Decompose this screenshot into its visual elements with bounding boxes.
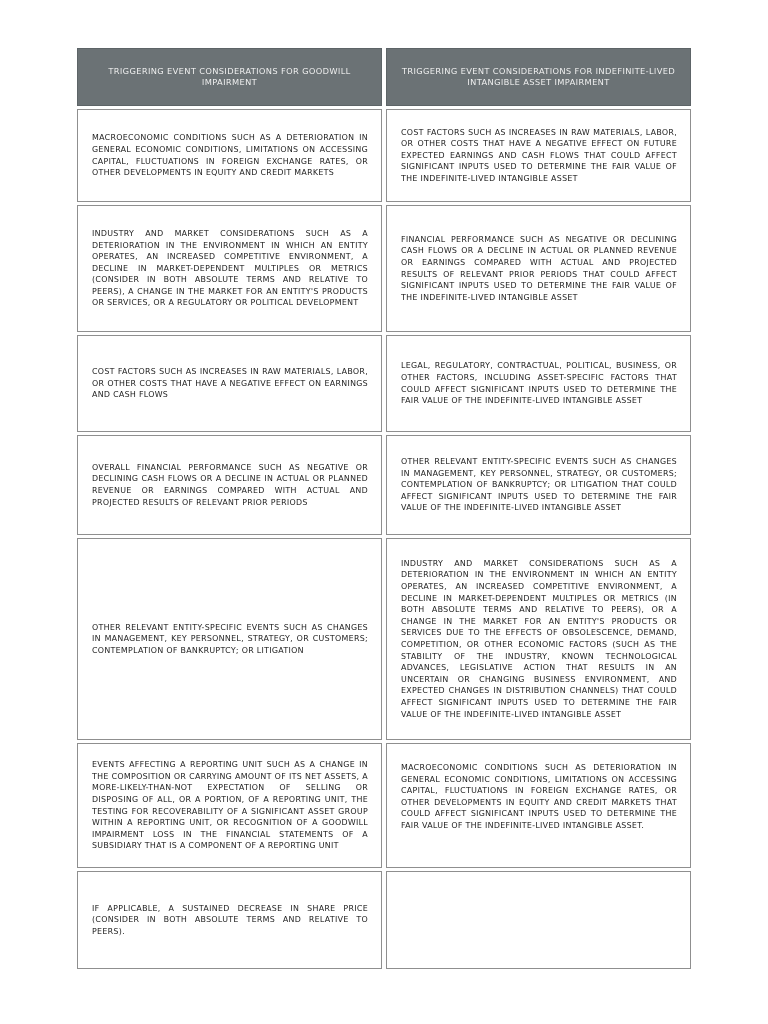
goodwill-cell (77, 335, 382, 432)
header-intangible-text: TRIGGERING EVENT CONSIDERATIONS FOR INDEFINITE-LIVED INTANGIBLE ASSET IMPAIRMENT (401, 65, 676, 87)
goodwill-cell-text: OVERALL FINANCIAL PERFORMANCE SUCH AS NEGATIVE OR DECLINING CASH FLOWS OR A DECLINE IN ACTUAL OR PLANNED REVENUE OR EARNINGS COMPARED WITH ACTUAL AND PROJECTED RESULTS OF RELEVANT PRIOR PERIODS (92, 462, 368, 507)
intangible-cell-text: COST FACTORS SUCH AS INCREASES IN RAW MATERIALS, LABOR, OR OTHER COSTS THAT HAVE A NEGATIVE EFFECT ON FUTURE EXPECTED EARNINGS AND CASH FLOWS THAT COULD AFFECT SIGNIFICANT INPUTS USED TO DETERMINE THE FAIR VALUE OF THE INDEFINITE-LIVED INTANGIBLE ASSET (401, 127, 677, 183)
intangible-cell-text: LEGAL, REGULATORY, CONTRACTUAL, POLITICAL, BUSINESS, OR OTHER FACTORS, INCLUDING ASSET-SPECIFIC FACTORS THAT COULD AFFECT SIGNIFICANT INPUTS USED TO DETERMINE THE FAIR VALUE OF THE INDEFINITE-LIVED INTANGIBLE ASSET (401, 361, 677, 406)
table-row (77, 435, 691, 535)
goodwill-cell (77, 871, 382, 969)
goodwill-cell-text: IF APPLICABLE, A SUSTAINED DECREASE IN SHARE PRICE (CONSIDER IN BOTH ABSOLUTE TERMS AND RELATIVE TO PEERS). (92, 903, 368, 936)
intangible-cell-text: MACROECONOMIC CONDITIONS SUCH AS DETERIORATION IN GENERAL ECONOMIC CONDITIONS, LIMITATIONS ON ACCESSING CAPITAL, FLUCTUATIONS IN FOREIGN EXCHANGE RATES, OR OTHER DEVELOPMENTS IN EQUITY AND CREDIT MARKETS THAT COULD AFFECT SIGNIFICANT INPUTS USED TO DETERMINE THE FAIR VALUE OF THE INDEFINITE-LIVED INTANGIBLE ASSET. (401, 763, 677, 830)
goodwill-cell-text: OTHER RELEVANT ENTITY-SPECIFIC EVENTS SUCH AS CHANGES IN MANAGEMENT, KEY PERSONNEL, STRATEGY, OR CUSTOMERS; CONTEMPLATION OF BANKRUPTCY; OR LITIGATION (92, 622, 368, 655)
header-goodwill-text: TRIGGERING EVENT CONSIDERATIONS FOR GOODWILL IMPAIRMENT (108, 65, 351, 87)
goodwill-cell (77, 435, 382, 535)
table-row (77, 335, 691, 432)
intangible-cell (386, 435, 691, 535)
intangible-cell (386, 335, 691, 432)
header-goodwill (77, 48, 382, 106)
table-row (77, 871, 691, 969)
goodwill-cell (77, 743, 382, 868)
table-header-row (77, 48, 691, 106)
intangible-cell (386, 109, 691, 202)
goodwill-cell (77, 109, 382, 202)
table-row (77, 743, 691, 868)
table-row (77, 538, 691, 740)
goodwill-cell-text: INDUSTRY AND MARKET CONSIDERATIONS SUCH AS A DETERIORATION IN THE ENVIRONMENT IN WHICH AN ENTITY OPERATES, AN INCREASED COMPETITIVE ENVIRONMENT, A DECLINE IN MARKET-DEPENDENT MULTIPLES OR METRICS (CONSIDER IN BOTH ABSOLUTE TERMS AND RELATIVE TO PEERS), A CHANGE IN THE MARKET FOR AN ENTITY'S PRODUCTS OR SERVICES, OR A REGULATORY OR POLITICAL DEVELOPMENT (92, 228, 368, 308)
intangible-cell-empty (386, 871, 691, 969)
intangible-cell (386, 743, 691, 868)
table-row (77, 205, 691, 332)
impairment-considerations-table (77, 48, 691, 972)
goodwill-cell-text: MACROECONOMIC CONDITIONS SUCH AS A DETERIORATION IN GENERAL ECONOMIC CONDITIONS, LIMITATIONS ON ACCESSING CAPITAL, FLUCTUATIONS IN FOREIGN EXCHANGE RATES, OR OTHER DEVELOPMENTS IN EQUITY AND CREDIT MARKETS (92, 133, 368, 178)
intangible-cell (386, 205, 691, 332)
intangible-cell (386, 538, 691, 740)
goodwill-cell-text: EVENTS AFFECTING A REPORTING UNIT SUCH AS A CHANGE IN THE COMPOSITION OR CARRYING AMOUNT OF ITS NET ASSETS, A MORE-LIKELY-THAN-NOT EXPECTATION OF SELLING OR DISPOSING OF ALL, OR A PORTION, OF A REPORTING UNIT, THE TESTING FOR RECOVERABILITY OF A SIGNIFICANT ASSET GROUP WITHIN A REPORTING UNIT, OR RECOGNITION OF A GOODWILL IMPAIRMENT LOSS IN THE FINANCIAL STATEMENTS OF A SUBSIDIARY THAT IS A COMPONENT OF A REPORTING UNIT (92, 760, 368, 851)
goodwill-cell-text: COST FACTORS SUCH AS INCREASES IN RAW MATERIALS, LABOR, OR OTHER COSTS THAT HAVE A NEGATIVE EFFECT ON EARNINGS AND CASH FLOWS (92, 367, 368, 400)
intangible-cell-text: OTHER RELEVANT ENTITY-SPECIFIC EVENTS SUCH AS CHANGES IN MANAGEMENT, KEY PERSONNEL, STRATEGY, OR CUSTOMERS; CONTEMPLATION OF BANKRUPTCY; OR LITIGATION THAT COULD AFFECT SIGNIFICANT INPUTS USED TO DETERMINE THE FAIR VALUE OF THE INDEFINITE-LIVED INTANGIBLE ASSET (401, 457, 677, 513)
table-row (77, 109, 691, 202)
intangible-cell-text: FINANCIAL PERFORMANCE SUCH AS NEGATIVE OR DECLINING CASH FLOWS OR A DECLINE IN ACTUAL OR PLANNED REVENUE OR EARNINGS COMPARED WITH ACTUAL AND PROJECTED RESULTS OF RELEVANT PRIOR PERIODS THAT COULD AFFECT SIGNIFICANT INPUTS USED TO DETERMINE THE FAIR VALUE OF THE INDEFINITE-LIVED INTANGIBLE ASSET (401, 234, 677, 302)
goodwill-cell (77, 205, 382, 332)
intangible-cell-text: INDUSTRY AND MARKET CONSIDERATIONS SUCH AS A DETERIORATION IN THE ENVIRONMENT IN WHICH AN ENTITY OPERATES, AN INCREASED COMPETITIVE ENVIRONMENT, A DECLINE IN MARKET-DEPENDENT MULTIPLES OR METRICS (IN BOTH ABSOLUTE TERMS AND RELATIVE TO PEERS), OR A CHANGE IN THE MARKET FOR AN ENTITY'S PRODUCTS OR SERVICES DUE TO THE EFFECTS OF OBSOLESCENCE, DEMAND, COMPETITION, OR OTHER ECONOMIC FACTORS (SUCH AS THE STABILITY OF THE INDUSTRY, KNOWN TECHNOLOGICAL ADVANCES, LEGISLATIVE ACTION THAT RESULTS IN AN UNCERTAIN OR CHANGING BUSINESS ENVIRONMENT, AND EXPECTED CHANGES IN DISTRIBUTION CHANNELS) THAT COULD AFFECT SIGNIFICANT INPUTS USED TO DETERMINE THE FAIR VALUE OF THE INDEFINITE-LIVED INTANGIBLE ASSET (401, 558, 677, 719)
header-intangible (386, 48, 691, 106)
goodwill-cell (77, 538, 382, 740)
